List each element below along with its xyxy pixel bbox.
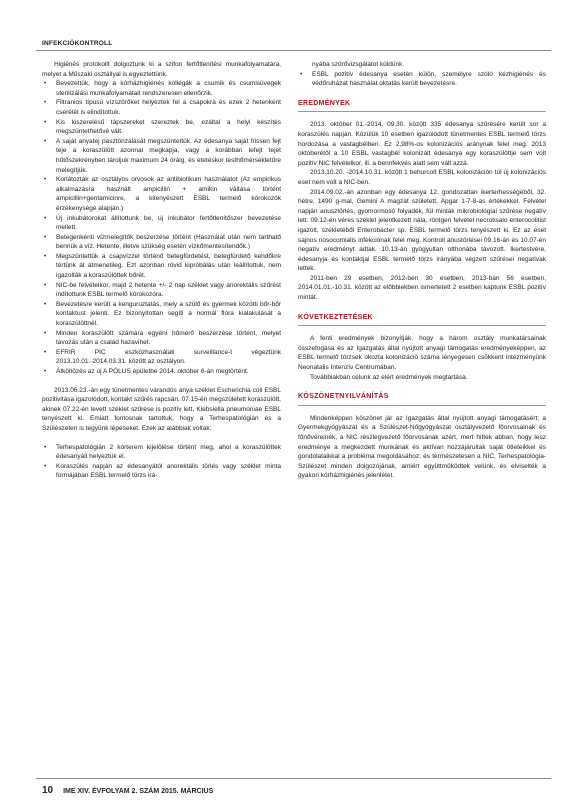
list-item: • NIC-be felvételkor, majd 2 hetente +/- 2 nap széklet vagy anorektális szűrést indítottunk ESBL termelő kórokozóra. (42, 281, 281, 300)
acknowledgements-paragraph: Mindenképpen köszönet jár az Igazgatás által nyújtott anyagi támogatásért; a Gyermekgyógyászat és a Szülészet-Nőgyógyászat osztályvezető főorvosainak és főnővéreinek, a NIC részlegvezető főorvosának azért, mert hittek abban, hogy lesz eredménye a megkezdett munkának és aktívan hozzájárultak saját ötleteikkel és gondolataikkal a probléma megoldásához; és természetesen a NIC, Terhespatológia-Szülészet minden dolgozójának, amiért együttműködtek velünk, és elviselték a gyakori kórházhigiénés jelenlétet. (298, 414, 546, 480)
section-title-acknowledgements: KÖSZÖNETNYILVÁNÍTÁS (298, 392, 546, 406)
intro-paragraph: Higiénés protokollt dolgoztunk ki a szifon fertőtlenítési munkafolyamatára, melyet a Műszaki osztállyal is egyeztettünk. (42, 61, 281, 78)
list-item: • Megszüntettük a csapvízzel történő betegfürdetést, betegfürdető kendőkre tértünk át átmenetileg. Ezt azonban rövid kipróbálás után leállítottuk, nem igazolták a koraszülöttek bőrét. (42, 252, 281, 281)
list-item: • Bevezetésre került a kenguruztatás, mely a szülő és gyermek közötti bőr-bőr kontaktust jelenti. Ez bizonyítottan segíti a normál flóra kialakulását a koraszülöttnél. (42, 300, 281, 329)
journal-issue: IME XIV. ÉVFOLYAM 2. SZÁM 2015. MÁRCIUS (63, 788, 214, 795)
list-item: • Korlátozták az osztályos orvosok az antibiotikum használatot (Az empirikus alkalmazásra használt ampicillin + amikin váltása történt ampicillin+gentamicinre, a kitenyészett ESBL termelő kórokozók érzékenysége alapján.) (42, 175, 281, 213)
steps-list (42, 443, 281, 481)
results-paragraph: 2013. október 01.-2014. 09.30. között 335 édesanya szűrésére került sor a koraszülés napján. Közülük 10 esetben igazolódott tünetmentes ESBL termelő törzs hordozása a vastagbélben. Ez 2,98%-os kolonizációs aránynak felel meg. 2013 októberétől a 10 ESBL vastagbél kolonizált édesanya egy koraszülöttje sem volt pozitív NIC felvételkor, ill. a bennfekvés alatt sem vált azzá. (298, 121, 546, 167)
conclusions-paragraph: Továbbiakban célunk az elért eredmények megtartása. (310, 373, 468, 381)
footer-divider (36, 778, 551, 779)
running-header: INFEKCIÓKONTROLL (42, 40, 113, 47)
list-item: • ESBL pozitív édesanya esetén külön, személyre szóló kézhigiénés és védőruházat használat oktatás került bevezetésre. (298, 70, 546, 89)
list-item: • Új inkubátorokat állítottunk be, új inkubátor fertőtlenítőszer bevezetése mellett. (42, 214, 281, 233)
list-item: • Kis kiszerelésű tápszereket szereztek be, ezáltal a helyi készítés megszüntethetővé vált. (42, 118, 281, 137)
left-column (42, 60, 281, 481)
page-number: 10 (42, 785, 54, 796)
results-paragraph: 2013.10.20. -2014.10.31. között 1 behurcolt ESBL kolonizáción túl új kolonizációs eset nem volt a NIC-ben. (298, 169, 546, 186)
measures-list (42, 79, 281, 376)
case-paragraph: 2013.06.23.-án egy tünetmentes várandós anya széklet Escherichia coli ESBL pozitivitása igazolódott, kontakt szűrés rapcsán. 07.15-én megszületett koraszülött, akinek 07.22-én levett széklet szűrése is pozitív lett, Klebsiella pneumoniae ESBL tenyészett ki. Emiatt fontosnak tartottuk, hogy a Terhespatológián és a Szülészeten is tegyünk lépéseket. Ezek az alábbiak voltak: (42, 386, 281, 432)
continued-text: nyába szűrővizsgálatot küldünk. (312, 61, 405, 68)
list-item: • A saját anyatej pasztörizálását megszüntettük. Az édesanya saját frissen fejt teje a koraszülött azonnal megkapja, vagy a korábban lefejt tejet hűtőszekrényben tároljuk maximum 24 óráig, és etetéskor testhőmérsékletűre melegítjük. (42, 137, 281, 175)
list-item: • Koraszülés napján az édesanyától anorektális törlés vagy széklet minta formájában ESBL termelő törzs irá- (42, 462, 281, 481)
results-paragraph: 2014.09.02.-án azonban egy édesanya 12. gondozattan ikerterhességéből, 32. hétre, 1490 g-mal, Gemini A magzat született, Apgar 1-7-8-as értékekkel. Felvétel napján anusztörlés, gyomormosó folyadék, fül minták mikrobiológiai szűrése negatív lett. 09.12-én véres széklet jelentkezett nála, röntgen felvétel necrotisalo enterocolitist igazolt, székletéből Enterobacter sp. ESBL termelő törzs tenyészett ki. Ez az eset sajnos nosocomialis infekciónak felel meg. Kontroll anustörlései 09.16-án és 10.07-én negatív eredményt adtak. 10.13-án gyógyultan otthonába távozott. Ikertestvére, édesanyja és kontaktjai ESBL termelő törzs irányába végzett szűrései negatívak lettek. (298, 188, 546, 273)
list-item: • Filtranios típusú vízszűrőket helyeztek fel a csapokra és ezek 2 hetenként cserélét is elindítottuk. (42, 98, 281, 117)
header-divider (36, 50, 551, 51)
results-paragraph: 2011-ben 29 esetben, 2012-ben 30 esetben, 2013-ban 56 esetben, 2014.01.01.-10.31. között az előbbiekben ismertetett 2 esetben kaptunk ESBL pozitív mintát. (298, 274, 546, 302)
conclusions-paragraph: A fenti eredmények bizonyítják, hogy a három osztály munkatársainak összefogása és az Igazgatás által nyújtott anyagi támogatás eredményeképpen, az ESBL termelő törzsek okozta kolonizáció száma lényegesen csökkent intézményünk Neonatalis Intenzív Centrumában. (298, 335, 546, 372)
list-item: • Terhespatológián 2 kórterem kijelölése történt meg, ahol a koraszülöttek édesanyáit helyeztük el. (42, 443, 281, 462)
list-item: • Bevezettük, hogy a kórházhigiénés kollégák a csumik és csumisüvegek sterilizálási munkafolyamatait rendszeresen ellenőrzik. (42, 79, 281, 98)
list-item: • Betegenkénti vízmelegítők beszerzése történt (Használat után nem tarthatő bennük a víz. Hetente, illetve szükség esetén vízkőmentesítendők.) (42, 233, 281, 252)
list-item: • EFRIR PIC eszközhasználati surveillance-t végeztünk 2013.10.01.-2014.03.31. között az osztályon. (42, 348, 281, 367)
section-title-conclusions: KÖVETKEZTETÉSEK (298, 313, 546, 327)
right-column (298, 60, 546, 481)
list-item: • Átköltözés az új A PÓLUS épületbe 2014. október 6-án megtörtént. (42, 367, 281, 377)
page-footer (42, 785, 213, 796)
section-title-results: EREDMÉNYEK (298, 99, 546, 113)
steps-list-continued (298, 70, 546, 89)
list-item: • Minden koraszülött számára egyéni hőmérő beszerzése történt, melyet távozás után a család hazavihet. (42, 329, 281, 348)
